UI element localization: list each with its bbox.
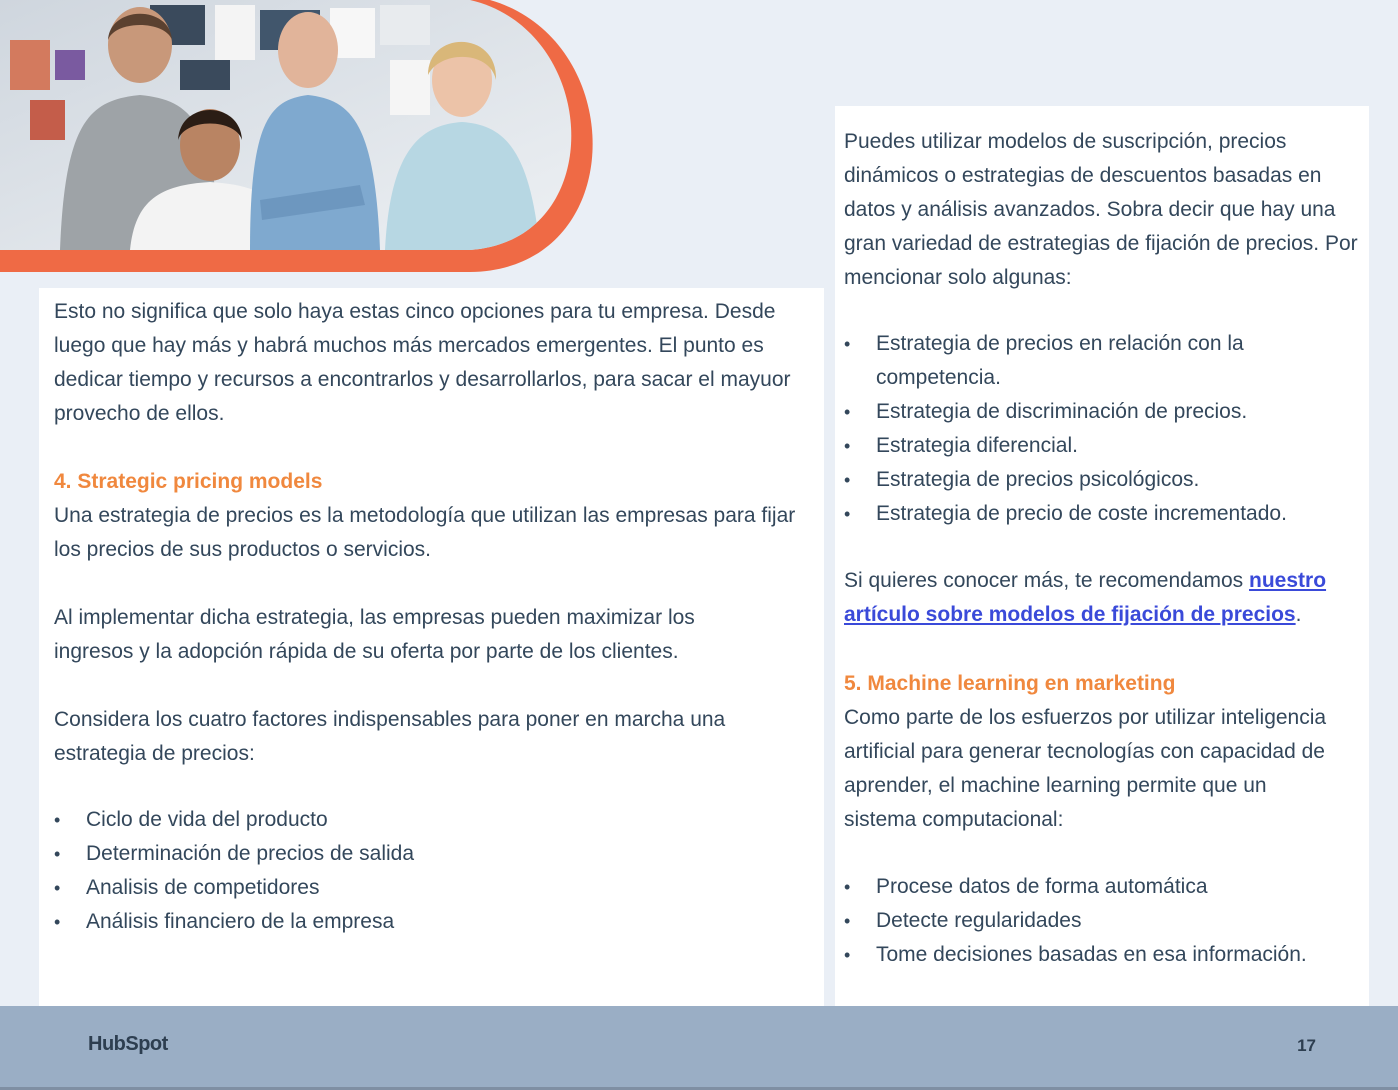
machine-learning-list: [844, 870, 1364, 972]
list-item: • Estrategia de precios psicológicos.: [844, 463, 1314, 497]
list-item: • Tome decisiones basadas en esa información.: [844, 938, 1364, 972]
intro-paragraph: Esto no significa que solo haya estas cinco opciones para tu empresa. Desde luego que hay más y habrá muchos más mercados emergentes. El punto es dedicar tiempo y recursos a encontrarlos y desarrollarlos, para sacar el mayuor provecho de ellos.: [54, 300, 791, 425]
section-4-paragraph-2: Al implementar dicha estrategia, las empresas pueden maximizar los ingresos y la adopción rápida de su oferta por parte de los clientes.: [54, 606, 695, 663]
list-item: • Detecte regularidades: [844, 904, 1364, 938]
list-item: • Análisis financiero de la empresa: [54, 905, 794, 939]
pricing-factors-list: [54, 803, 794, 939]
team-photo-banner: [0, 0, 610, 280]
section-4-paragraph-1: Una estrategia de precios es la metodología que utilizan las empresas para fijar los precios de sus productos o servicios.: [54, 504, 796, 561]
list-item: • Estrategia de precios en relación con la competencia.: [844, 327, 1314, 395]
team-photo-image: [0, 0, 610, 280]
right-intro-paragraph: Puedes utilizar modelos de suscripción, precios dinámicos o estrategias de descuentos basadas en datos y análisis avanzados. Sobra decir que hay una gran variedad de estrategias de fijación de precios. Por mencionar solo algunas:: [844, 130, 1358, 289]
list-item: • Estrategia de discriminación de precios.: [844, 395, 1314, 429]
list-item: • Determinación de precios de salida: [54, 837, 794, 871]
page-footer: [0, 1006, 1398, 1090]
recommendation-paragraph: [844, 564, 1364, 632]
recommendation-suffix: .: [1295, 603, 1302, 626]
list-item: • Analisis de competidores: [54, 871, 794, 905]
section-5-paragraph: Como parte de los esfuerzos por utilizar inteligencia artificial para generar tecnologías con capacidad de aprender, el machine learning permite que un sistema computacional:: [844, 706, 1327, 831]
section-4-paragraph-3: Considera los cuatro factores indispensables para poner en marcha una estrategia de precios:: [54, 708, 726, 765]
hubspot-logo: HubSpot: [88, 1033, 168, 1055]
list-item: • Ciclo de vida del producto: [54, 803, 794, 837]
list-item: • Estrategia de precio de coste incrementado.: [844, 497, 1314, 531]
list-item: • Estrategia diferencial.: [844, 429, 1314, 463]
pricing-strategies-list: [844, 327, 1314, 531]
recommendation-prefix: Si quieres conocer más, te recomendamos: [844, 569, 1250, 592]
list-item: • Procese datos de forma automática: [844, 870, 1364, 904]
page-number: 17: [1297, 1036, 1316, 1055]
right-content-card: [835, 106, 1369, 1006]
left-content-card: [39, 288, 824, 1006]
pricing-models-article-link[interactable]: nuestro artículo sobre modelos de fijación de precios: [844, 569, 1327, 626]
section-5-heading: 5. Machine learning en marketing: [844, 672, 1176, 695]
section-4-heading: 4. Strategic pricing models: [54, 470, 323, 493]
